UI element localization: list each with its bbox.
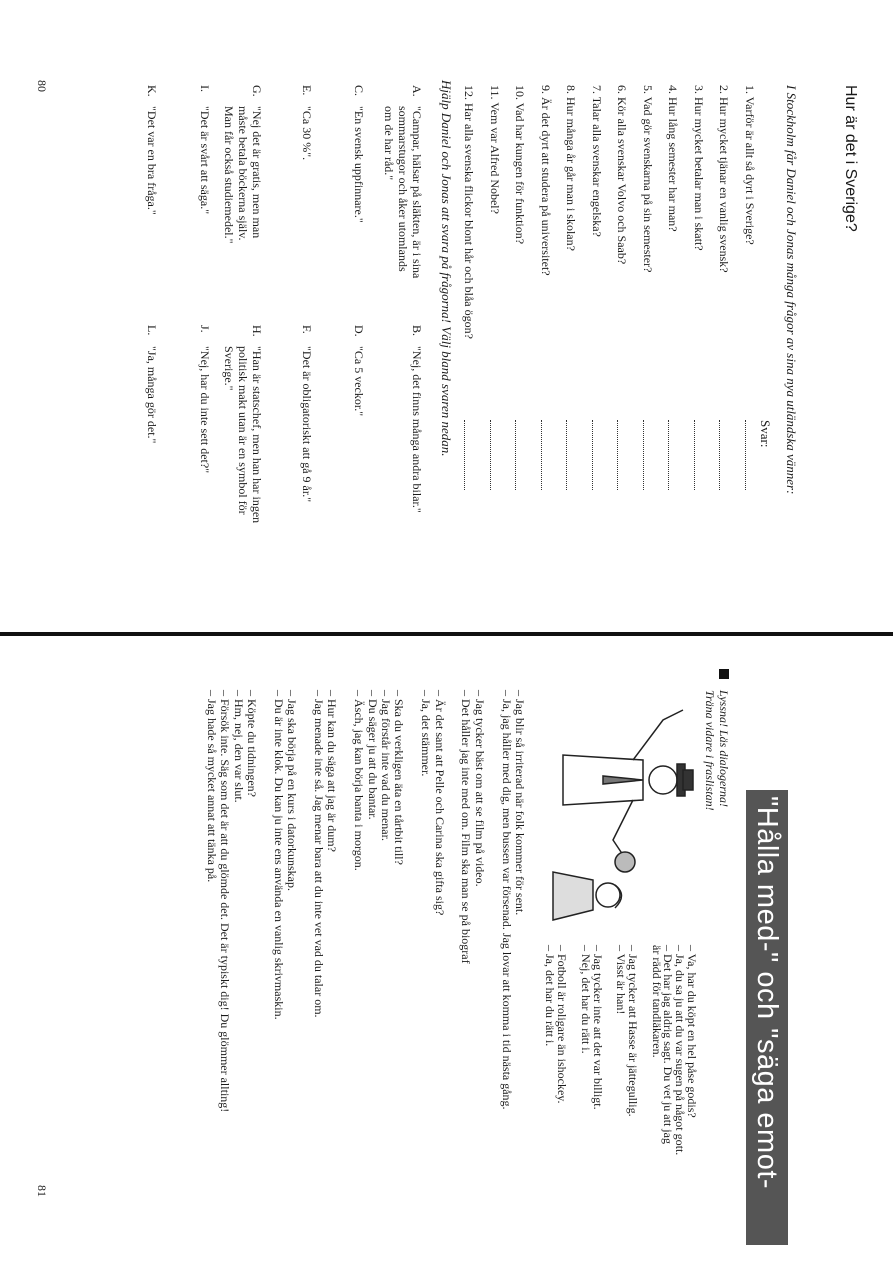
dialogue-line: – Du säger ju att du bantar. — [365, 690, 380, 820]
answer-option-l: "Ja, många gör det." — [145, 346, 159, 444]
dialogue-line: – Jag tycker bäst om att se film på video. — [472, 690, 487, 887]
dialogue-line: – Ja, det har du rätt i. — [543, 945, 558, 1047]
man-arm-left — [633, 710, 683, 760]
answer-letter: F. — [300, 325, 314, 334]
answer-option-b: "Nej, det finns många andra bilar." — [410, 346, 424, 513]
answer-option-h: "Han är statschef, men han har ingen — [250, 346, 264, 524]
dialogue-line: – Jag ska börja på en kurs i datorkunskap. — [285, 690, 300, 891]
answer-letter: D. — [352, 325, 366, 337]
instruction-line-2: Träna vidare i fraslistan! — [703, 690, 717, 811]
answer-option-c: "En svensk uppfinnare." — [352, 106, 366, 223]
answer-letter: I. — [198, 85, 212, 92]
dialogue-line: – Jag tycker inte att det var billigt. — [590, 945, 605, 1110]
answer-letter: C. — [352, 85, 366, 97]
dialogue-line: – Äsch, jag kan börja banta i morgon. — [352, 690, 367, 871]
dialogue-line: – Hur kan du säga att jag är dum? — [325, 690, 340, 852]
answer-option-a: sommarstugor och åker utomlands — [396, 106, 410, 272]
dialogue-line: – Köpte du tidningen? — [245, 690, 259, 797]
answer-blank[interactable] — [618, 420, 628, 490]
question-item: 4. Hur lång semester har man? — [666, 85, 681, 232]
dialogue-line: – Jag hade så mycket annat att tänka på. — [204, 690, 219, 883]
answer-blank[interactable] — [567, 420, 577, 490]
page-divider — [0, 632, 893, 636]
woman-body — [553, 872, 593, 920]
candy-bag — [615, 852, 635, 872]
answer-option-g: måste betala böckerna själv. — [236, 106, 250, 241]
answer-option-i: "Det är svårt att säga." — [198, 106, 212, 215]
answer-letter: K. — [145, 85, 159, 97]
question-item: 8. Hur många år går man i skolan? — [564, 85, 579, 251]
dialogue-line: är rädd för tandläkaren. — [649, 945, 664, 1058]
left-page-title: Hur är det i Sverige? — [842, 85, 859, 232]
answer-blank[interactable] — [720, 420, 730, 490]
dialogue-line: – Visst är han! — [614, 945, 629, 1015]
answer-blank[interactable] — [592, 420, 602, 490]
instruction-line-1: Lyssna! Läs dialogerna! — [717, 690, 731, 807]
dialogue-line: – Va, har du köpt en hel påse godis? — [685, 945, 699, 1118]
answer-option-g: "Nej det är gratis, men man — [250, 106, 264, 239]
dialogue-line: – Nej, det har du rätt i. — [578, 945, 593, 1054]
question-item: 6. Kör alla svenskar Volvo och Saab? — [615, 85, 630, 265]
answer-option-a: om de har råd." — [382, 106, 396, 181]
question-item: 3. Hur mycket betalar man i skatt? — [692, 85, 706, 251]
dialogue-illustration — [553, 680, 703, 950]
question-item: 7. Talar alla svenskar engelska? — [590, 85, 604, 237]
dialogue-line: – Jag menade inte så. Jag menar bara att du inte vet vad du talar om. — [312, 690, 326, 1018]
answer-blank[interactable] — [643, 420, 653, 490]
question-item: 9. Är det dyrt att studera på universitet? — [539, 85, 553, 276]
answer-option-h: Sverige." — [222, 346, 236, 391]
left-page-number: 80 — [35, 80, 49, 92]
svar-label: Svar: — [758, 420, 773, 448]
question-item: 12. Har alla svenska flickor blont hår och blåa ögon? — [462, 85, 477, 339]
dialogue-line: – Försök inte. Säg som det är att du glömde det. Det är typiskt dig! Du glömmer allting! — [218, 690, 233, 1113]
answer-letter: J. — [198, 325, 212, 333]
dialogue-line: – Du är inte klok. Du kan ju inte ens använda en vanlig skrivmaskin. — [271, 690, 286, 1020]
dialogue-line: – Ja, jag håller med dig, men bussen var försenad. Jag lovar att komma i tid nästa gång. — [499, 690, 514, 1110]
answer-blank[interactable] — [465, 420, 475, 490]
answer-letter: L. — [145, 325, 159, 336]
answer-option-k: "Det var en bra fråga." — [145, 106, 159, 215]
answer-blank[interactable] — [490, 420, 500, 490]
dialogue-line: – Hm, nej, den var slut. — [231, 690, 246, 803]
answer-option-d: "Ca 5 veckor." — [352, 346, 366, 417]
right-page-title: "Hålla med-" och "säga emot-"fraser — [718, 796, 783, 1190]
answer-blank[interactable] — [516, 420, 526, 490]
help-instruction: Hjälp Daniel och Jonas att svara på frågorna! Välj bland svaren nedan. — [439, 80, 454, 457]
man-arm-right — [613, 800, 633, 855]
answer-option-g: Man får också studiemedel." — [222, 106, 236, 244]
dialogue-line: – Jag tycker att Hasse är jättegullig. — [626, 945, 640, 1117]
right-page-title-box — [718, 790, 788, 1245]
answer-option-h: politisk makt utan är en symbol för — [236, 346, 250, 515]
question-item: 11. Vem var Alfred Nobel? — [488, 85, 502, 214]
right-page-number: 81 — [35, 1185, 49, 1197]
dialogue-line: – Det har jag aldrig sagt. Du vet ju att jag — [661, 945, 676, 1144]
answer-option-f: "Det är obligatoriskt att gå 9 år." — [300, 346, 314, 503]
dialogue-line: – Ja, det stämmer. — [419, 690, 434, 777]
answer-letter: G. — [250, 85, 264, 97]
answer-blank[interactable] — [669, 420, 679, 490]
cassette-icon — [719, 669, 729, 679]
dialogue-line: – Jag förstår inte vad du menar. — [379, 690, 393, 841]
answer-blank[interactable] — [541, 420, 551, 490]
answer-option-j: "Nej, har du inte sett det?" — [198, 346, 212, 474]
answer-blank[interactable] — [745, 420, 755, 490]
dialogue-line: – Ja, du sa ju att du var sugen på något gott. — [673, 945, 688, 1156]
dialogue-line: – Är det sant att Pelle och Carina ska gifta sig? — [432, 690, 447, 916]
dialogue-line: – Ska du verkligen äta en tårtbit till? — [392, 690, 407, 865]
man-head — [649, 766, 677, 794]
question-item: 2. Hur mycket tjänar en vanlig svensk? — [717, 85, 732, 273]
dialogue-line: – Jag blir så irriterad när folk kommer för sent. — [513, 690, 527, 916]
answer-option-a: "Campar, hälsar på släkten, är i sina — [410, 106, 424, 279]
answer-option-e: "Ca 30 %". — [300, 106, 314, 161]
dialogue-line: – Det håller jag inte med om. Film ska man se på biograf — [459, 690, 474, 964]
question-item: 5. Vad gör svenskarna på sin semester? — [641, 85, 655, 273]
question-item: 10. Vad har kungen för funktion? — [513, 85, 528, 245]
answer-letter: A. — [410, 85, 424, 97]
answer-letter: E. — [300, 85, 314, 96]
answer-letter: B. — [410, 325, 424, 337]
question-item: 1. Varför är allt så dyrt i Sverige? — [743, 85, 757, 245]
left-page-intro: I Stockholm får Daniel och Jonas många frågor av sina nya utländska vänner: — [784, 85, 799, 495]
answer-blank[interactable] — [694, 420, 704, 490]
answer-letter: H. — [250, 325, 264, 337]
dialogue-line: – Fotboll är roligare än ishockey. — [555, 945, 570, 1104]
tie — [603, 776, 643, 784]
